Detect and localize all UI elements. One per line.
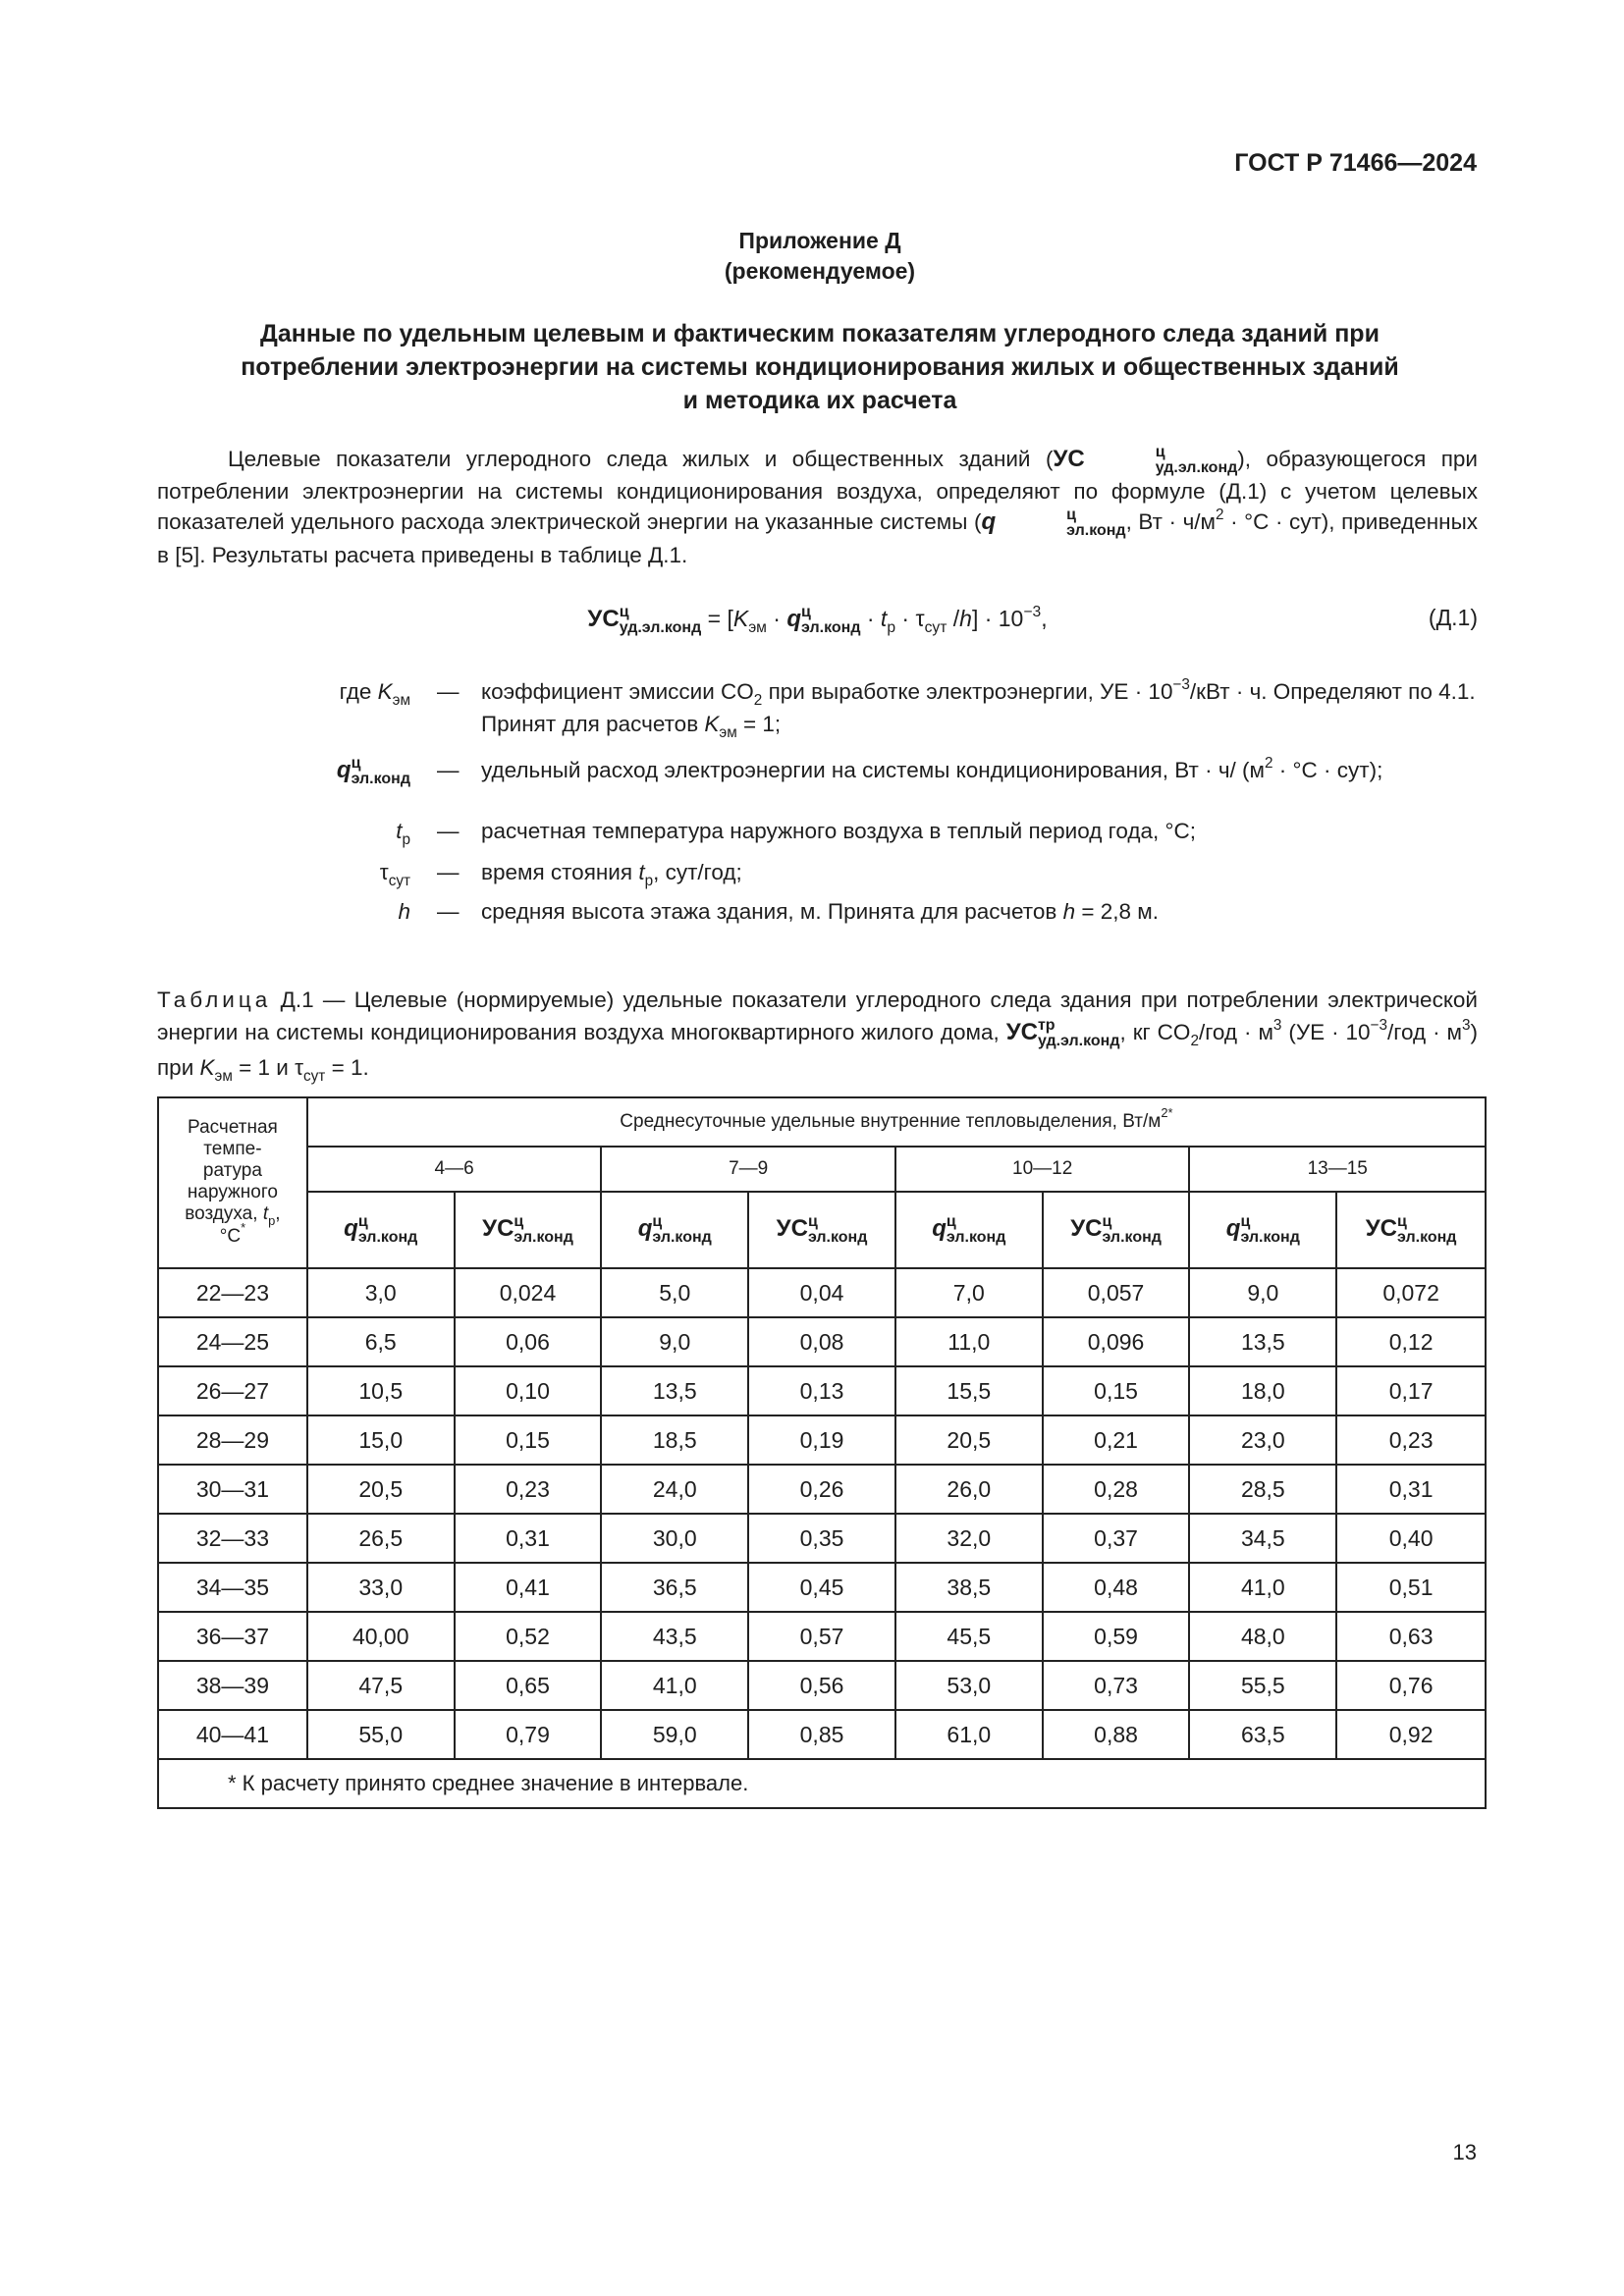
table-cell: 0,85 [748,1710,895,1759]
table-cell: 0,072 [1336,1268,1486,1317]
table-cell: 9,0 [1189,1268,1336,1317]
table-cell: 0,48 [1043,1563,1190,1612]
table-cell: 0,08 [748,1317,895,1366]
standard-designation: ГОСТ Р 71466—2024 [1234,149,1477,177]
appendix-status: (рекомендуемое) [724,258,916,284]
table-cell: 0,26 [748,1465,895,1514]
table-cell: 55,5 [1189,1661,1336,1710]
table-cell: 40,00 [307,1612,455,1661]
table-cell: 48,0 [1189,1612,1336,1661]
table-cell: 0,45 [748,1563,895,1612]
table-cell: 32,0 [895,1514,1043,1563]
table-cell: 0,73 [1043,1661,1190,1710]
column-header-q: q ц эл.конд [895,1192,1043,1268]
temperature-range-cell: 34—35 [158,1563,307,1612]
table-cell: 13,5 [601,1366,748,1415]
table-cell: 15,5 [895,1366,1043,1415]
table-cell: 0,40 [1336,1514,1486,1563]
table-cell: 43,5 [601,1612,748,1661]
table-cell: 3,0 [307,1268,455,1317]
table-cell: 53,0 [895,1661,1043,1710]
table-row [158,1268,1486,1317]
temperature-range-cell: 24—25 [158,1317,307,1366]
table-cell: 24,0 [601,1465,748,1514]
table-cell: 0,057 [1043,1268,1190,1317]
table-cell: 0,59 [1043,1612,1190,1661]
table-cell: 41,0 [601,1661,748,1710]
table-cell: 0,024 [455,1268,602,1317]
row-header-cell: Расчетная темпе- ратура наружного воздуха, $t_р$, °С* [158,1097,307,1268]
table-row [158,1612,1486,1661]
range-header-cell: 10—12 [895,1147,1190,1192]
table-cell: 0,13 [748,1366,895,1415]
table-cell: 0,63 [1336,1612,1486,1661]
table-cell: 0,56 [748,1661,895,1710]
table-row [158,1563,1486,1612]
table-cell: 26,5 [307,1514,455,1563]
range-header-cell: 4—6 [307,1147,602,1192]
table-cell: 0,41 [455,1563,602,1612]
table-cell: 5,0 [601,1268,748,1317]
table-cell: 0,12 [1336,1317,1486,1366]
range-header-cell: 13—15 [1189,1147,1486,1192]
temperature-range-cell: 26—27 [158,1366,307,1415]
title-line: Данные по удельным целевым и фактическим показателям углеродного следа зданий при [260,320,1380,347]
table-cell: 0,21 [1043,1415,1190,1465]
formula-number: (Д.1) [1428,605,1478,630]
table-cell: 34,5 [1189,1514,1336,1563]
table-cell: 15,0 [307,1415,455,1465]
table-cell: 26,0 [895,1465,1043,1514]
table-cell: 20,5 [895,1415,1043,1465]
table-cell: 18,5 [601,1415,748,1465]
table-cell: 0,76 [1336,1661,1486,1710]
table-cell: 36,5 [601,1563,748,1612]
table-cell: 0,88 [1043,1710,1190,1759]
table-cell: 61,0 [895,1710,1043,1759]
column-header-q: q ц эл.конд [1189,1192,1336,1268]
group-header-cell: Среднесуточные удельные внутренние тепловыделения, $Вт/м^{2*}$ [307,1097,1486,1147]
table-cell: 0,52 [455,1612,602,1661]
table-cell: 10,5 [307,1366,455,1415]
title-line: и методика их расчета [682,387,957,414]
table-row [158,1710,1486,1759]
footnote-row [158,1759,1486,1808]
table-cell: 0,23 [1336,1415,1486,1465]
table-cell: 63,5 [1189,1710,1336,1759]
table-cell: 28,5 [1189,1465,1336,1514]
table-cell: 18,0 [1189,1366,1336,1415]
table-cell: 47,5 [307,1661,455,1710]
table-cell: 0,37 [1043,1514,1190,1563]
symbol-header-row [158,1192,1486,1268]
table-row [158,1514,1486,1563]
table-cell: 0,57 [748,1612,895,1661]
table-cell: 0,19 [748,1415,895,1465]
table-cell: 0,096 [1043,1317,1190,1366]
temperature-range-cell: 38—39 [158,1661,307,1710]
data-table [157,1096,1487,1809]
table-cell: 41,0 [1189,1563,1336,1612]
appendix-title [157,317,1483,417]
table-cell: 33,0 [307,1563,455,1612]
table-cell: 45,5 [895,1612,1043,1661]
range-header-row [158,1147,1486,1192]
table-row [158,1465,1486,1514]
table-cell: 0,17 [1336,1366,1486,1415]
table-cell: 20,5 [307,1465,455,1514]
column-header-us: УС ц эл.конд [748,1192,895,1268]
table-cell: 23,0 [1189,1415,1336,1465]
temperature-range-cell: 40—41 [158,1710,307,1759]
column-header-q: q ц эл.конд [601,1192,748,1268]
table-cell: 7,0 [895,1268,1043,1317]
column-header-us: УС ц эл.конд [1043,1192,1190,1268]
table-cell: 0,31 [1336,1465,1486,1514]
column-header-us: УС ц эл.конд [1336,1192,1486,1268]
table-cell: 0,23 [455,1465,602,1514]
temperature-range-cell: 22—23 [158,1268,307,1317]
table-cell: 59,0 [601,1710,748,1759]
range-header-cell: 7—9 [601,1147,895,1192]
table-row [158,1415,1486,1465]
intro-paragraph: Целевые показатели углеродного следа жилых и общественных зданий (УС ц уд.эл.конд ), образующегося при потреблении электроэнергии на системы кондиционирования воздуха, определяют по формуле (Д.1) с учетом целевых показателей удельного расхода электрической энергии на указанные системы (q ц эл.конд , Вт · $ч/м^2 \cdot ^\circ С \cdot сут$), приведенных в [5]. Результаты расчета приведены в таблице Д.1. [157,444,1479,568]
table-cell: 30,0 [601,1514,748,1563]
table-cell: 0,35 [748,1514,895,1563]
temperature-range-cell: 36—37 [158,1612,307,1661]
appendix-label: Приложение Д [738,228,901,253]
table-body [158,1268,1486,1759]
table-footnote: * К расчету принято среднее значение в интервале. [158,1759,1486,1808]
table-cell: 0,10 [455,1366,602,1415]
page-number: 13 [1452,2140,1477,2164]
formula-expression: УС ц уд.эл.конд = [$K_{эм} \cdot q$ ц эл.конд · $t_р \cdot \tau_{сут}$ $/h] \cdot 10^{-3}$, [587,604,1048,637]
column-header-q: q ц эл.конд [307,1192,455,1268]
column-header-us: УС ц эл.конд [455,1192,602,1268]
table-cell: 11,0 [895,1317,1043,1366]
table-cell: 0,92 [1336,1710,1486,1759]
table-cell: 13,5 [1189,1317,1336,1366]
table-cell: 0,51 [1336,1563,1486,1612]
table-cell: 0,65 [455,1661,602,1710]
table-cell: 38,5 [895,1563,1043,1612]
title-line: потреблении электроэнергии на системы кондиционирования жилых и общественных зданий [241,353,1399,381]
table-cell: 0,31 [455,1514,602,1563]
table-cell: 0,04 [748,1268,895,1317]
table-cell: 0,28 [1043,1465,1190,1514]
table-row [158,1366,1486,1415]
temperature-range-cell: 28—29 [158,1415,307,1465]
table-cell: 9,0 [601,1317,748,1366]
temperature-range-cell: 30—31 [158,1465,307,1514]
table-caption: Таблица Д.1 — Целевые (нормируемые) удельные показатели углеродного следа здания при потреблении электрической энергии на системы кондиционирования воздуха многоквартирного жилого дома, УС тр уд.эл.конд , кг $CO_2$/год · $м^3$ ($УЕ \cdot 10^{-3}$/год · $м^3$) при $K_{эм} = 1$ и $\tau_{сут} = 1$. [157,988,1479,1085]
table-cell: 55,0 [307,1710,455,1759]
table-cell: 0,06 [455,1317,602,1366]
table-header-row [158,1097,1486,1147]
table-cell: 0,79 [455,1710,602,1759]
table-row [158,1661,1486,1710]
table-row [158,1317,1486,1366]
temperature-range-cell: 32—33 [158,1514,307,1563]
table-cell: 0,15 [1043,1366,1190,1415]
table-cell: 0,15 [455,1415,602,1465]
table-cell: 6,5 [307,1317,455,1366]
